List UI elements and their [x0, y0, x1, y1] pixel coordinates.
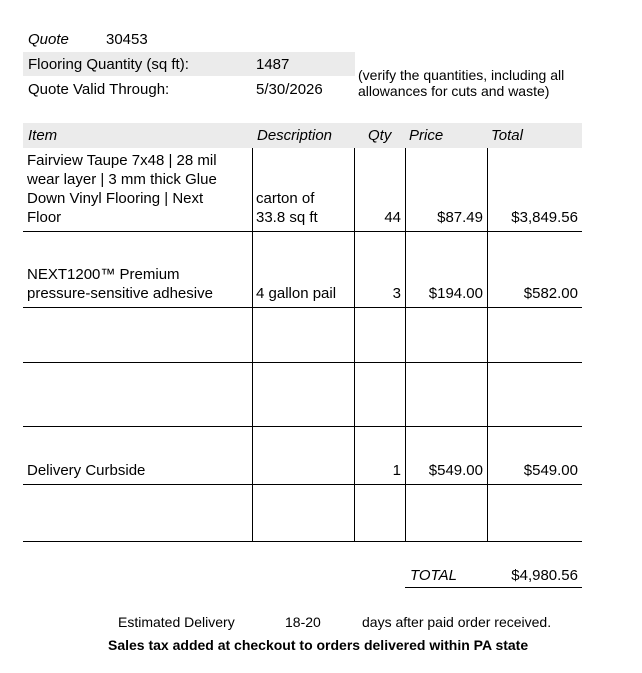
description-line: 4 gallon pail: [256, 285, 337, 302]
col-header-description: Description: [257, 127, 333, 144]
verify-note-line1: (verify the quantities, including all: [358, 67, 565, 83]
row-divider: [23, 362, 582, 363]
total-underline: [405, 587, 582, 588]
qty-value: 3: [392, 285, 401, 302]
description-line: 33.8 sq ft: [256, 209, 318, 226]
row-divider: [23, 231, 582, 232]
price-value: $194.00: [428, 285, 483, 302]
col-header-total: Total: [491, 127, 523, 144]
valid-through-label: Quote Valid Through:: [28, 81, 170, 98]
item-line: Delivery Curbside: [27, 462, 146, 479]
price-value: $549.00: [428, 462, 483, 479]
col-header-qty: Qty: [368, 127, 392, 144]
description-line: carton of: [256, 190, 315, 207]
estimated-delivery-suffix: days after paid order received.: [362, 614, 552, 630]
valid-through-value: 5/30/2026: [256, 81, 323, 98]
row-divider: [23, 426, 582, 427]
quote-label: Quote: [28, 31, 69, 48]
col-divider: [354, 148, 355, 541]
row-divider: [23, 307, 582, 308]
verify-note-line2: allowances for cuts and waste): [358, 83, 550, 99]
item-line: wear layer | 3 mm thick Glue: [27, 171, 217, 188]
item-line: NEXT1200™ Premium: [27, 266, 180, 283]
flooring-qty-value: 1487: [256, 56, 290, 73]
total-value-cell: $549.00: [523, 462, 578, 479]
sales-tax-note: Sales tax added at checkout to orders delivered within PA state: [108, 637, 529, 653]
total-value: $4,980.56: [511, 567, 578, 584]
item-line: Fairview Taupe 7x48 | 28 mil: [27, 152, 217, 169]
item-line: Down Vinyl Flooring | Next: [27, 190, 204, 207]
quote-number: 30453: [106, 31, 148, 48]
col-divider: [405, 148, 406, 541]
total-label: TOTAL: [410, 567, 457, 584]
col-divider: [487, 148, 488, 541]
estimated-delivery-days: 18-20: [285, 614, 321, 630]
qty-value: 44: [384, 209, 401, 226]
item-line: pressure-sensitive adhesive: [27, 285, 213, 302]
estimated-delivery-label: Estimated Delivery: [118, 614, 235, 630]
row-divider: [23, 541, 582, 542]
total-value-cell: $582.00: [523, 285, 578, 302]
qty-value: 1: [392, 462, 401, 479]
col-header-item: Item: [28, 127, 58, 144]
total-value-cell: $3,849.56: [511, 209, 578, 226]
price-value: $87.49: [437, 209, 483, 226]
col-divider: [252, 148, 253, 541]
col-header-price: Price: [409, 127, 444, 144]
flooring-qty-label: Flooring Quantity (sq ft):: [28, 56, 189, 73]
item-line: Floor: [27, 209, 62, 226]
row-divider: [23, 484, 582, 485]
